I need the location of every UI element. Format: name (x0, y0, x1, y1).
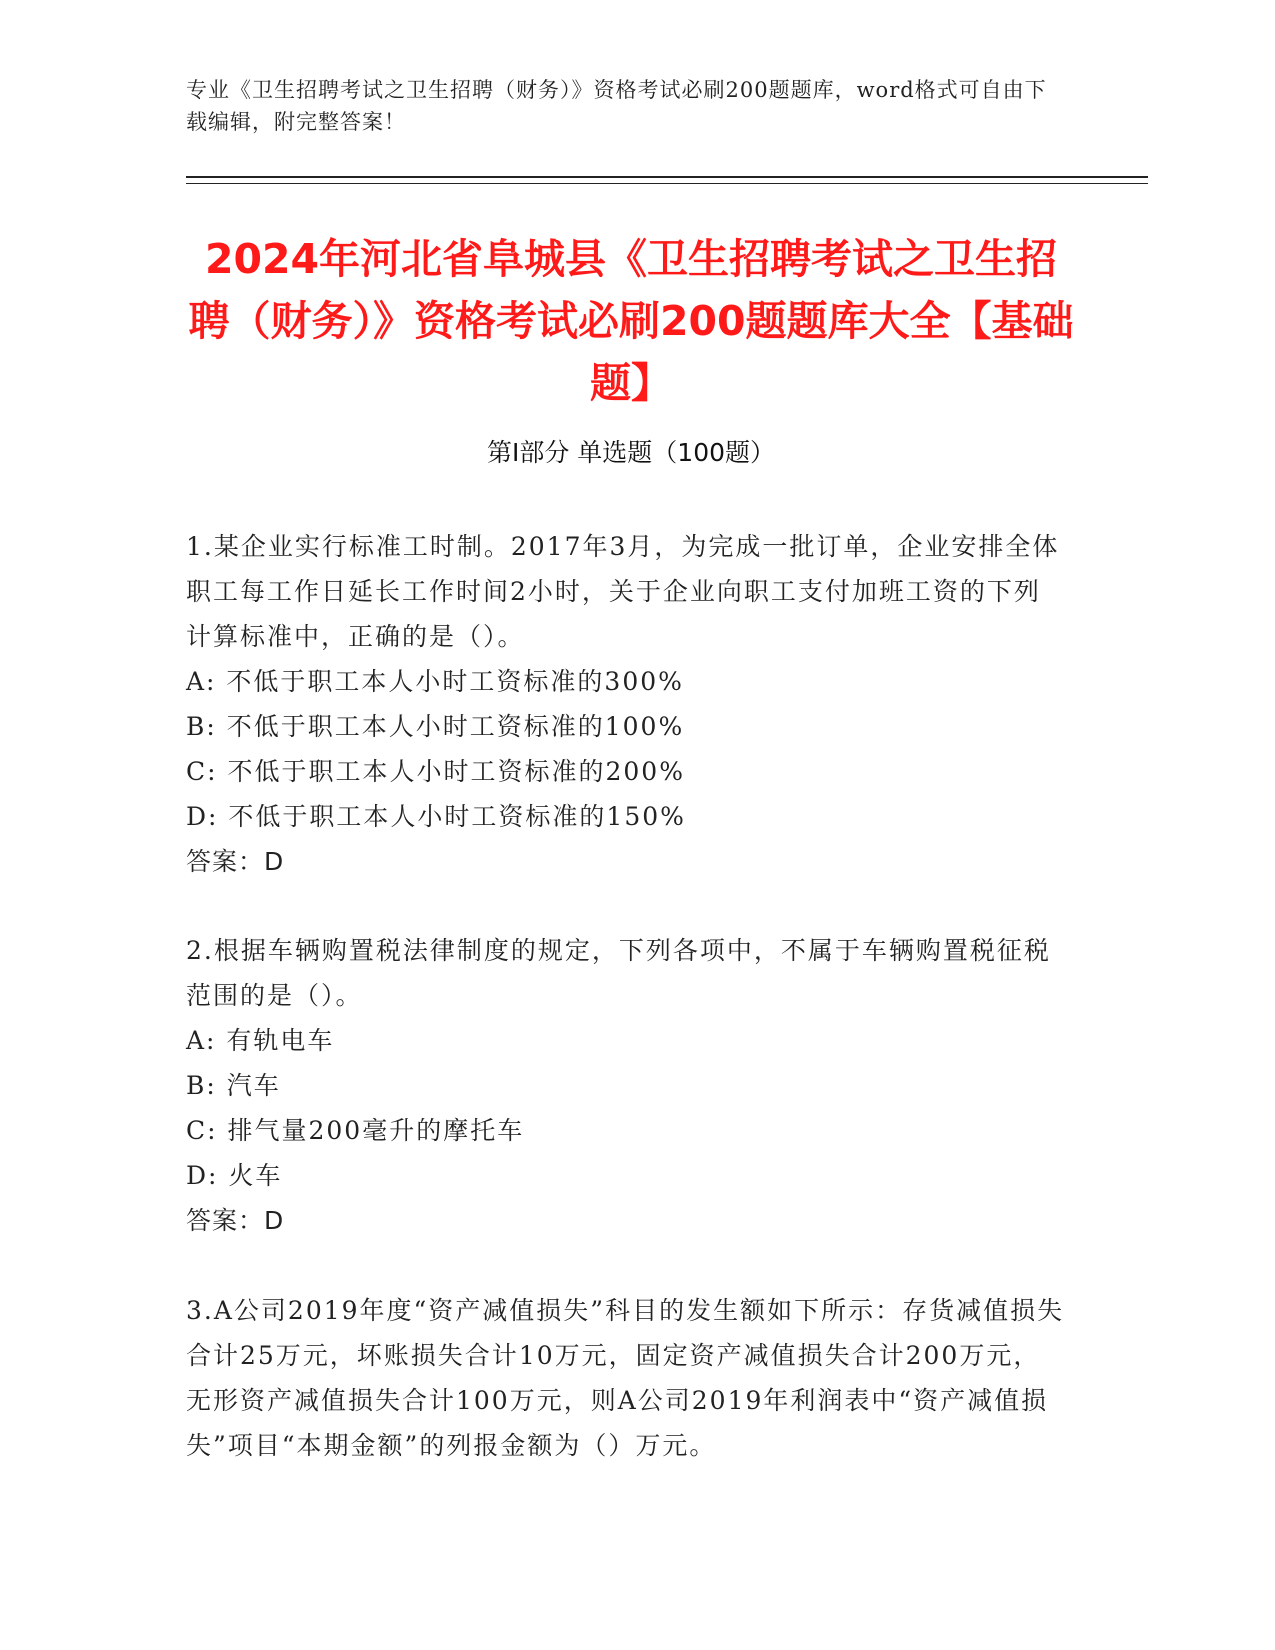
question-text: 1.某企业实行标准工时制。2017年3月，为完成一批订单，企业安排全体职工每工作日延长工作时间2小时，关于企业向职工支付加班工资的下列计算标准中，正确的是（）。 (186, 532, 1060, 651)
header-divider-thin (186, 183, 1148, 184)
option-d: D: 不低于职工本人小时工资标准的150% (186, 802, 686, 831)
option-a: A: 不低于职工本人小时工资标准的300% (186, 667, 684, 696)
option-c: C: 不低于职工本人小时工资标准的200% (186, 757, 685, 786)
option-c: C: 排气量200毫升的摩托车 (186, 1116, 525, 1145)
question-3 (186, 1288, 1066, 1468)
question-text: 3.A公司2019年度“资产减值损失”科目的发生额如下所示：存货减值损失合计25万元，坏账损失合计10万元，固定资产减值损失合计200万元，无形资产减值损失合计100万元，则A公司2019年利润表中“资产减值损失”项目“本期金额”的列报金额为（）万元。 (186, 1296, 1065, 1460)
option-b: B: 汽车 (186, 1071, 281, 1100)
option-a: A: 有轨电车 (186, 1026, 335, 1055)
header-note: 专业《卫生招聘考试之卫生招聘（财务）》资格考试必刷200题题库，word格式可自由下载编辑，附完整答案！ (186, 78, 1047, 134)
question-text: 2.根据车辆购置税法律制度的规定，下列各项中，不属于车辆购置税征税范围的是（）。 (186, 936, 1051, 1010)
answer: 答案：D (186, 1206, 285, 1235)
option-d: D: 火车 (186, 1161, 283, 1190)
question-2 (186, 928, 1066, 1243)
section-title: 第Ⅰ部分 单选题（100题） (486, 438, 776, 467)
option-b: B: 不低于职工本人小时工资标准的100% (186, 712, 685, 741)
question-1 (186, 524, 1066, 884)
header-divider-thick (186, 176, 1148, 178)
answer: 答案：D (186, 847, 285, 876)
document-title: 2024年河北省阜城县《卫生招聘考试之卫生招聘（财务）》资格考试必刷200题题库大全【基础题】 (188, 235, 1074, 407)
